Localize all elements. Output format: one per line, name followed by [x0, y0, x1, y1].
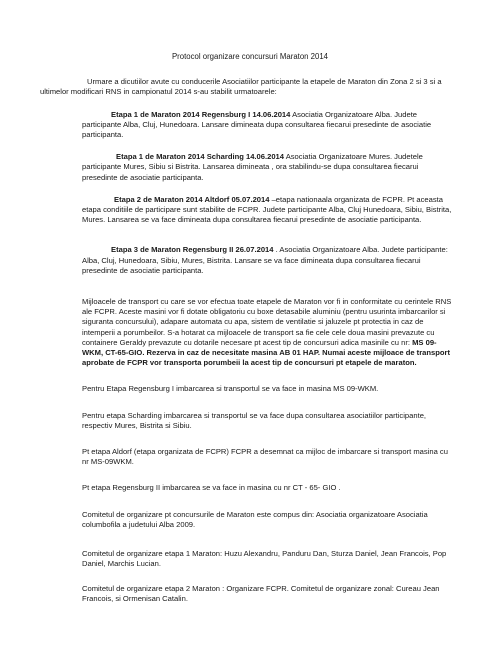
stage-text: . Asociatia Organizatoare Alba. Judete participante: Alba, Cluj, Hunedoara, Sibiu, Mures, Bistrita. Lansare se va face dimineata dupa consultarea fiecarui presedinte de asociatie participanta.: [82, 245, 448, 275]
stage-3-regensburg-paragraph: [82, 245, 452, 276]
stage-heading: Etapa 1 de Maraton 2014 Regensburg I 14.06.2014: [111, 109, 291, 119]
stage-heading: Etapa 3 de Maraton Regensburg II 26.07.2014: [111, 245, 274, 255]
regensburg-ii-transport-paragraph: Pt etapa Regensburg II imbarcarea se va face in masina cu nr CT - 65- GIO .: [82, 483, 341, 493]
stage-text: Asociatia Organizatoare Mures. Judetele participante Mures, Sibiu si Bistrita. Lansarea dimineata , ora stabilindu-se dupa consultarea fiecarui presedinte de asociatie participanta.: [82, 152, 423, 182]
transport-text: Mijloacele de transport cu care se vor efectua toate etapele de Maraton vor fi in conformitate cu cerintele RNS ale FCPR. Aceste masini vor fi dotate obligatoriu cu boxe detasabile aluminiu (pentru usurinta imbarcarilor si siguranta concursului), adapare automata cu apa, sistem de ventilatie si jaluzele pt protectia in caz de intemperii a porumbeilor. S-a hotarat ca mijloacele de transport sa fie cele cele doua masini prevazute cu containere Geraldy prevazute cu dotarile necesare pt acest tip de concursuri adica masinile cu nr:: [82, 297, 452, 347]
stage-1-scharding-paragraph: [82, 152, 452, 183]
organizing-committee-paragraph: Comitetul de organizare pt concursurile de Maraton este compus din: Asociatia organizatoare Asociatia columbofila a judetului Alba 2009.: [82, 509, 428, 529]
stage-1-committee-paragraph: Comitetul de organizare etapa 1 Maraton: Huzu Alexandru, Panduru Dan, Sturza Daniel, Jean Francois, Pop Daniel, Marchis Lucian.: [82, 549, 447, 569]
stage-text: –etapa nationaala organizata de FCPR. Pt aceasta etapa conditiile de participare sunt stabilite de FCPR. Judete participante Alba, Cluj Hunedoara, Sibiu, Bistrita, Mures. Lansarea se va face dimineata dupa consultarea fiecarui presedinte de asociatie participanta.: [82, 194, 452, 225]
stage-1-regensburg-paragraph: [82, 110, 452, 141]
transport-bold-text: MS 09-WKM, CT-65-GIO. Rezerva in caz de necesitate masina AB 01 HAP. Numai aceste mijloace de transport aprobate de FCPR vor transporta porumbeii la acest tip de concursuri pt etapele de maraton.: [82, 337, 451, 368]
stage-2-altdorf-paragraph: [82, 195, 452, 226]
document-title: Protocol organizare concursuri Maraton 2014: [171, 52, 329, 61]
regensburg-i-transport-paragraph: Pentru Etapa Regensburg I imbarcarea si transportul se va face in masina MS 09-WKM.: [82, 384, 379, 394]
stage-text: Asociatia Organizatoare Alba. Judete participante Alba, Cluj, Hunedoara. Lansare dimineata dupa consultarea fiecarui presedinte de asociatie participanta.: [82, 109, 432, 140]
aldorf-transport-paragraph: Pt etapa Aldorf (etapa organizata de FCPR) FCPR a desemnat ca mijloc de imbarcare si transport masina cu nr MS-09WKM.: [82, 447, 448, 467]
stage-heading: Etapa 1 de Maraton 2014 Scharding 14.06.2014: [116, 152, 284, 162]
stage-heading: Etapa 2 de Maraton 2014 Altdorf 05.07.2014: [114, 194, 270, 204]
transport-paragraph: [82, 297, 452, 368]
stage-2-committee-paragraph: Comitetul de organizare etapa 2 Maraton : Organizare FCPR. Comitetul de organizare zonal: Cureau Jean Francois, si Ormenisan Catalin.: [82, 583, 440, 603]
scharding-transport-paragraph: Pentru etapa Scharding imbarcarea si transportul se va face dupa consultarea asociatiilor participante, respectiv Mures, Bistrita si Sibiu.: [82, 410, 427, 430]
intro-paragraph: Urmare a dicutiilor avute cu conducerile Asociatiilor participante la etapele de Maraton din Zona 2 si 3 si a ultimelor modificari RNS in campionatul 2014 s-au stabilit urmatoarele:: [40, 77, 442, 97]
